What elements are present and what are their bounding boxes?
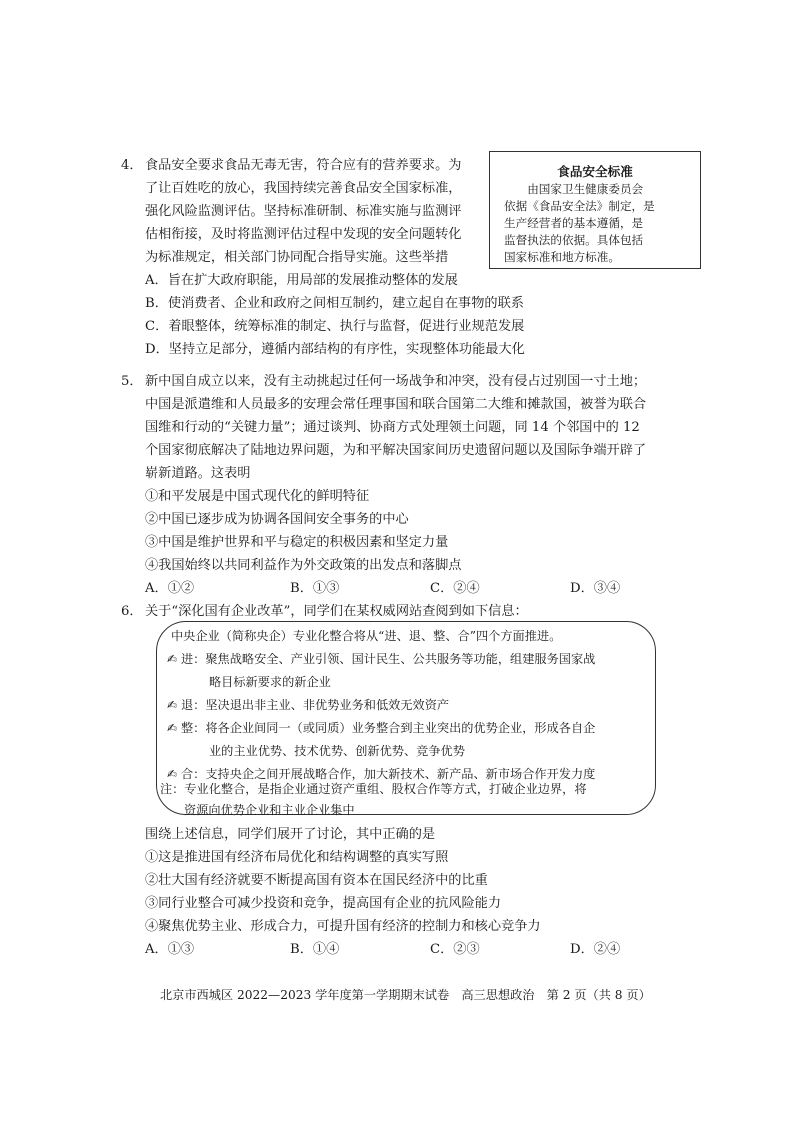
q6-option-d[interactable]: D．②④ — [570, 942, 621, 957]
box-jin-text: 进：聚焦战略安全、产业引领、国计民生、公共服务等功能，组建服务国家战 — [181, 652, 596, 666]
question-6-number: 6． — [121, 604, 143, 619]
q5-item-4: ④我国始终以共同利益作为外交政策的出发点和落脚点 — [145, 558, 462, 573]
q5-item-3: ③中国是维护世界和平与稳定的积极因素和坚定力量 — [145, 535, 449, 550]
q4-option-b[interactable]: B．使消费者、企业和政府之间相互制约，建立起自在事物的联系 — [145, 296, 524, 311]
q6-item-1: ①这是推进国有经济布局优化和结构调整的真实写照 — [145, 850, 449, 865]
q5-stem-line-5: 崭新道路。这表明 — [145, 466, 251, 481]
page-footer: 北京市西城区 2022—2023 学年度第一学期期末试卷 高三思想政治 第 2 页（共 8 页） — [160, 988, 651, 1002]
q4-stem-line-5: 为标准规定，相关部门协同配合指导实施。这些举措 — [145, 250, 449, 265]
question-4-number: 4． — [121, 158, 143, 173]
q5-item-1: ①和平发展是中国式现代化的鲜明特征 — [145, 489, 370, 504]
box-zheng-text: 整：将各企业间同一（或同质）业务整合到主业突出的优势企业，形成各自企 — [181, 721, 596, 735]
q6-option-a[interactable]: A．①③ — [145, 942, 195, 957]
box-note-line-1: 注：专业化整合，是指企业通过资产重组、股权合作等方式，打破企业边界，将 — [160, 782, 587, 796]
q5-item-2: ②中国已逐步成为协调各国间安全事务的中心 — [145, 512, 409, 527]
pen-icon: ✍ — [167, 767, 178, 781]
box-tui-text: 退：坚决退出非主业、非优势业务和低效无效资产 — [181, 698, 450, 712]
q4-stem-line-2: 了让百姓吃的放心，我国持续完善食品安全国家标准， — [145, 181, 462, 196]
q4-option-c[interactable]: C．着眼整体，统筹标准的制定、执行与监督，促进行业规范发展 — [145, 319, 525, 334]
food-safety-standard-box — [489, 151, 701, 269]
q6-item-4: ④聚焦优势主业、形成合力，可提升国有经济的控制力和核心竞争力 — [145, 919, 541, 934]
box-jin-line — [167, 651, 595, 668]
pen-icon: ✍ — [167, 652, 178, 666]
q4-stem-line-1: 食品安全要求食品无毒无害，符合应有的营养要求。为 — [145, 158, 462, 173]
q5-stem-line-1: 新中国自成立以来，没有主动挑起过任何一场战争和冲突，没有侵占过别国一寸土地； — [145, 374, 647, 389]
q6-item-3: ③同行业整合可减少投资和竞争，提高国有企业的抗风险能力 — [145, 896, 502, 911]
sidebox-title: 食品安全标准 — [557, 164, 633, 179]
q6-intro: 关于“深化国有企业改革”，同学们在某权威网站查阅到如下信息： — [145, 604, 528, 619]
q6-option-c[interactable]: C．②③ — [430, 942, 480, 957]
pen-icon: ✍ — [167, 721, 178, 735]
q5-stem-line-2: 中国是派遣维和人员最多的安理会常任理事国和联合国第二大维和摊款国，被誉为联合 — [145, 397, 647, 412]
q5-stem-line-3: 国维和行动的“关键力量”；通过谈判、协商方式处理领土问题，同 14 个邻国中的 12 — [145, 420, 640, 435]
q4-option-a[interactable]: A．旨在扩大政府职能，用局部的发展推动整体的发展 — [145, 273, 458, 288]
q6-item-2: ②壮大国有经济就要不断提高国有资本在国民经济中的比重 — [145, 873, 488, 888]
sidebox-line-4: 监督执法的依据。具体包括 — [504, 233, 644, 247]
q4-stem-line-4: 估相衔接，及时将监测评估过程中发现的安全问题转化 — [145, 227, 462, 242]
q6-option-b[interactable]: B．①④ — [290, 942, 340, 957]
box-tui-line — [167, 697, 449, 714]
q6-after-text: 围绕上述信息，同学们展开了讨论，其中正确的是 — [145, 827, 436, 842]
q5-option-d[interactable]: D．③④ — [570, 581, 621, 596]
box-note-line-2: 资源向优势企业和主业企业集中 — [184, 803, 355, 817]
q5-option-b[interactable]: B．①③ — [290, 581, 340, 596]
q5-option-a[interactable]: A．①② — [145, 581, 195, 596]
box-he-text: 合：支持央企之间开展战略合作，加大新技术、新产品、新市场合作开发力度 — [181, 767, 596, 781]
q4-option-d[interactable]: D．坚持立足部分，遵循内部结构的有序性，实现整体功能最大化 — [145, 342, 525, 357]
sidebox-line-3: 生产经营者的基本遵循，是 — [504, 216, 644, 230]
pen-icon: ✍ — [167, 698, 178, 712]
sidebox-line-5: 国家标准和地方标准。 — [504, 250, 620, 264]
sidebox-line-2: 依据《食品安全法》制定，是 — [504, 199, 655, 213]
q4-stem-line-3: 强化风险监测评估。坚持标准研制、标准实施与监测评 — [145, 204, 462, 219]
sidebox-line-1: 由国家卫生健康委员会 — [504, 182, 644, 196]
q5-stem-line-4: 个国家彻底解决了陆地边界问题，为和平解决国家间历史遗留问题以及国际争端开辟了 — [145, 443, 647, 458]
box-line-1: 中央企业（简称央企）专业化整合将从“进、退、整、合”四个方面推进。 — [171, 629, 562, 643]
q5-option-c[interactable]: C．②④ — [430, 581, 480, 596]
box-jin-line-2: 略目标新要求的新企业 — [209, 675, 331, 689]
box-zheng-line — [167, 720, 595, 737]
box-zheng-line-2: 业的主业优势、技术优势、创新优势、竞争优势 — [209, 744, 465, 758]
question-5-number: 5． — [121, 374, 143, 389]
